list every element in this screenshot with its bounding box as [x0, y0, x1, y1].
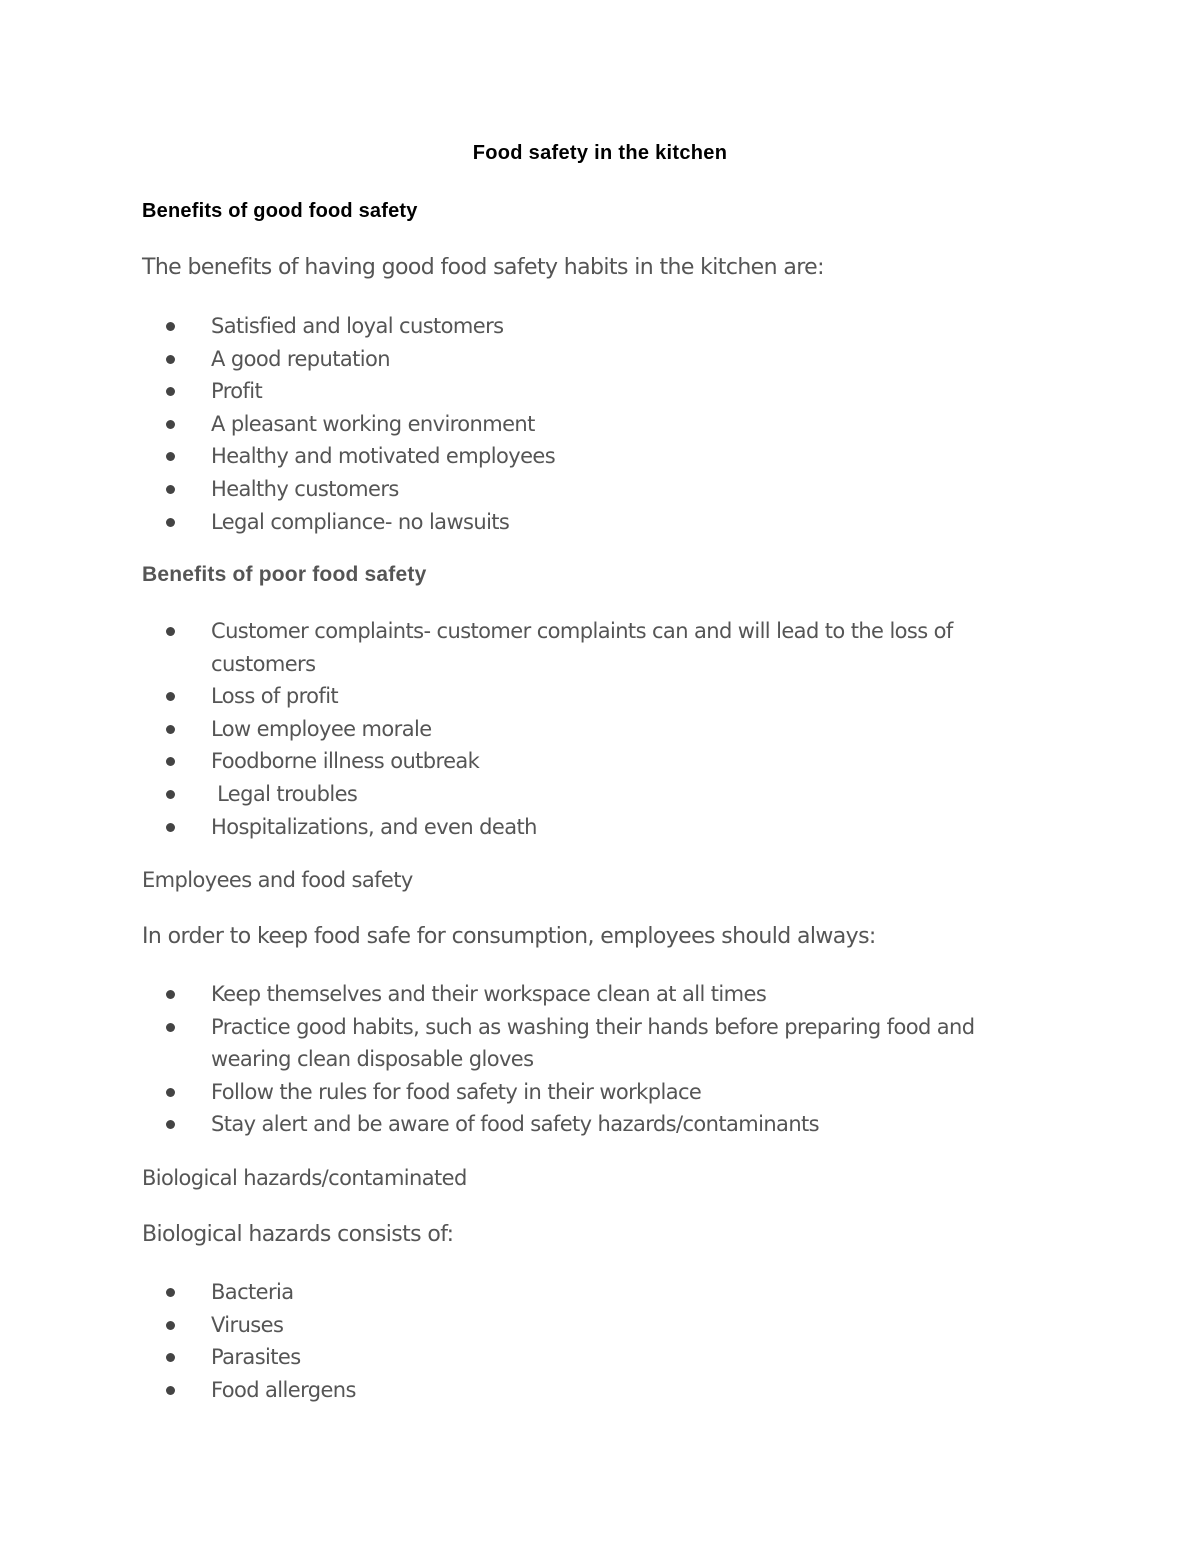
list-item: Bacteria: [0, 1276, 356, 1309]
section-intro-biological-hazards: Biological hazards consists of:: [142, 1222, 454, 1247]
bullet-icon: [166, 627, 175, 636]
bullet-icon: [166, 1088, 175, 1097]
list-item: Viruses: [0, 1309, 356, 1342]
list-item: Legal compliance- no lawsuits: [0, 506, 555, 539]
list-item: Profit: [0, 375, 555, 408]
list-item: Healthy customers: [0, 473, 555, 506]
list-item: A pleasant working environment: [0, 408, 555, 441]
list-item: Follow the rules for food safety in their workplace: [0, 1076, 1031, 1109]
list-item: Parasites: [0, 1341, 356, 1374]
bullet-icon: [166, 790, 175, 799]
list-item: Practice good habits, such as washing their hands before preparing food and wearing clean disposable gloves: [0, 1011, 1031, 1076]
section-intro-employees: In order to keep food safe for consumption, employees should always:: [142, 924, 876, 949]
list-item: A good reputation: [0, 343, 555, 376]
list-poor-food-safety: [0, 615, 1031, 843]
bullet-icon: [166, 355, 175, 364]
section-heading-poor-food-safety: Benefits of poor food safety: [142, 563, 427, 586]
list-employees: [0, 978, 1031, 1141]
bullet-icon: [166, 420, 175, 429]
bullet-icon: [166, 387, 175, 396]
document-title: Food safety in the kitchen: [472, 142, 728, 164]
list-item: Foodborne illness outbreak: [0, 745, 1031, 778]
bullet-icon: [166, 692, 175, 701]
bullet-icon: [166, 1386, 175, 1395]
list-item: Hospitalizations, and even death: [0, 811, 1031, 844]
section-heading-good-food-safety: Benefits of good food safety: [142, 200, 418, 222]
section-intro-good-food-safety: The benefits of having good food safety habits in the kitchen are:: [142, 255, 824, 280]
list-item: Stay alert and be aware of food safety hazards/contaminants: [0, 1108, 1031, 1141]
section-heading-biological-hazards: Biological hazards/contaminated: [142, 1166, 467, 1190]
bullet-icon: [166, 1120, 175, 1129]
list-item: Healthy and motivated employees: [0, 440, 555, 473]
list-item: Low employee morale: [0, 713, 1031, 746]
list-item: Customer complaints- customer complaints can and will lead to the loss of customers: [0, 615, 1031, 680]
bullet-icon: [166, 1353, 175, 1362]
list-item: Keep themselves and their workspace clean at all times: [0, 978, 1031, 1011]
list-item: Legal troubles: [0, 778, 1031, 811]
bullet-icon: [166, 322, 175, 331]
section-heading-employees: Employees and food safety: [142, 868, 413, 892]
bullet-icon: [166, 1288, 175, 1297]
bullet-icon: [166, 725, 175, 734]
bullet-icon: [166, 518, 175, 527]
bullet-icon: [166, 1023, 175, 1032]
bullet-icon: [166, 452, 175, 461]
list-good-food-safety: [0, 310, 555, 538]
bullet-icon: [166, 990, 175, 999]
bullet-icon: [166, 823, 175, 832]
list-biological-hazards: [0, 1276, 356, 1406]
list-item: Satisfied and loyal customers: [0, 310, 555, 343]
bullet-icon: [166, 1321, 175, 1330]
bullet-icon: [166, 485, 175, 494]
list-item: Food allergens: [0, 1374, 356, 1407]
bullet-icon: [166, 757, 175, 766]
list-item: Loss of profit: [0, 680, 1031, 713]
